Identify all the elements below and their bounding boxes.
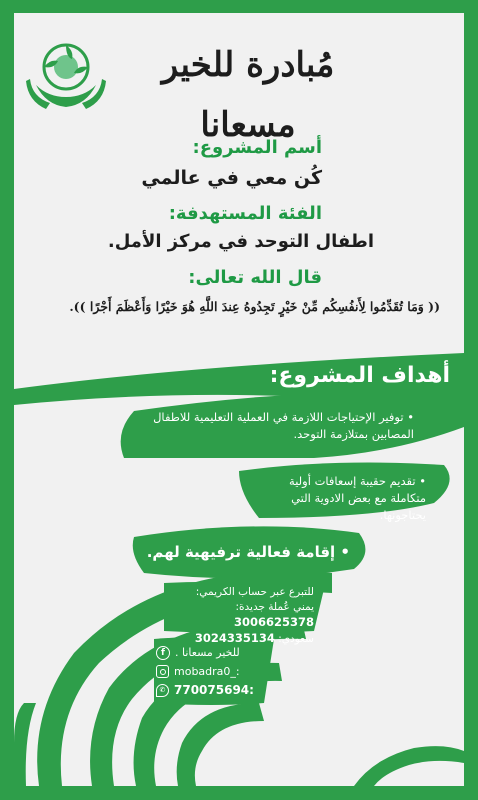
goal-text: إقامة فعالية ترفيهية لهم. — [146, 543, 336, 561]
quran-verse: (( وَمَا تُقَدِّمُوا لِأَنفُسِكُم مِّنْ خَيْرٍ تَجِدُوهُ عِندَ اللَّهِ هُوَ خَيْرًا وَأَعْظَمَ أَجْرًا )). — [69, 299, 440, 314]
hands-globe-logo-icon — [26, 33, 106, 117]
bullet-icon: • — [335, 543, 350, 561]
donation-heading: للتبرع عبر حساب الكريمي: — [195, 586, 314, 598]
goal-text: توفير الإحتياجات اللازمة في العملية التعليمية للاطفال المصابين بمتلازمة التوحد. — [153, 410, 414, 441]
poster-card — [14, 13, 464, 786]
account-label: يمني عُملة جديدة: — [235, 601, 314, 613]
bullet-icon: • — [415, 474, 426, 488]
account-row — [164, 600, 314, 631]
initiative-title: مُبادرة للخير مسعانا — [161, 45, 335, 145]
quote-label: قال الله تعالى: — [188, 267, 322, 288]
goal-item — [144, 541, 350, 563]
goal-text: تقديم حقيبة إسعافات أولية متكاملة مع بعض الادوية التي يحتاجونها. — [289, 474, 426, 522]
account-number[interactable]: 3024335134 — [194, 631, 275, 645]
contact-row-whatsapp[interactable] — [156, 681, 266, 700]
account-number[interactable]: 3006625378 — [233, 615, 314, 629]
contact-text: للخير مسعانا . — [175, 646, 240, 659]
instagram-icon — [156, 665, 169, 678]
account-label: سعودي: — [278, 633, 314, 645]
contact-row-instagram[interactable] — [156, 662, 266, 681]
contact-row-facebook[interactable] — [156, 643, 266, 662]
facebook-icon: f — [156, 646, 170, 660]
donation-section — [164, 585, 314, 647]
target-group-value: اطفال التوحد في مركز الأمل. — [107, 231, 374, 252]
contact-text: mobadra0_: — [174, 665, 240, 678]
logo — [26, 33, 106, 117]
goal-item — [250, 473, 426, 524]
whatsapp-icon: ✆ — [156, 684, 169, 697]
goals-heading: أهداف المشروع: — [269, 363, 450, 388]
bullet-icon: • — [403, 410, 414, 424]
project-name-value: كُن معي في عالمي — [141, 167, 322, 189]
goal-item — [134, 409, 414, 443]
contacts-section — [156, 643, 266, 700]
contact-text: 770075694: — [174, 683, 254, 697]
project-name-label: أسم المشروع: — [192, 137, 322, 158]
target-group-label: الفئة المستهدفة: — [168, 203, 322, 224]
